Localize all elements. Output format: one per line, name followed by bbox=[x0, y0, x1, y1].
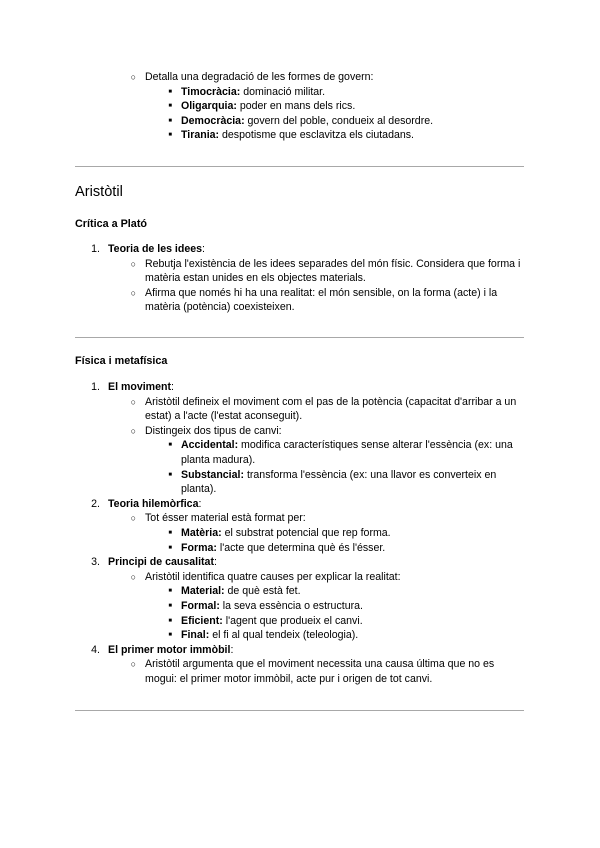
list-item-text: Detalla una degradació de les formes de govern: bbox=[145, 71, 374, 83]
list-item bbox=[0, 286, 525, 315]
list-item bbox=[0, 643, 600, 658]
list-item-text: Distingeix dos tipus de canvi: bbox=[145, 424, 282, 437]
list-item bbox=[0, 85, 526, 100]
hollow-bullet-icon: ○ bbox=[130, 659, 136, 670]
square-bullet-icon: ■ bbox=[168, 103, 172, 110]
desc: de què està fet. bbox=[224, 585, 301, 598]
list-number: 1. bbox=[91, 243, 100, 255]
list-number: 4. bbox=[91, 643, 100, 656]
square-bullet-icon: ■ bbox=[168, 588, 172, 595]
list-item bbox=[0, 468, 526, 497]
list-item-text: Aristòtil argumenta que el moviment necessita una causa última que no es mogui: el primer motor immòbil, acte pur i origen de tot canvi. bbox=[145, 658, 495, 685]
list-item bbox=[0, 511, 525, 526]
hollow-bullet-icon: ○ bbox=[130, 425, 136, 436]
term: Eficient: bbox=[181, 614, 223, 627]
list-item-text: Afirma que només hi ha una realitat: el món sensible, on la forma (acte) i la matèria (potència) coexisteixen. bbox=[145, 286, 498, 314]
subsection-title: Crítica a Plató bbox=[75, 218, 148, 230]
horizontal-divider bbox=[75, 166, 524, 167]
list-item bbox=[0, 555, 600, 570]
list-item-text: Tot ésser material està format per: bbox=[145, 512, 306, 525]
square-bullet-icon: ■ bbox=[168, 442, 172, 449]
list-item bbox=[0, 541, 526, 556]
desc: modifica característiques sense alterar l'essència (ex: una planta madura). bbox=[181, 439, 513, 466]
list-item bbox=[0, 70, 525, 85]
list-item bbox=[0, 424, 525, 439]
desc: dominació militar. bbox=[240, 85, 326, 98]
list-item bbox=[0, 438, 526, 467]
desc: el fi al qual tendeix (teleologia). bbox=[209, 629, 359, 642]
term-suffix: : bbox=[202, 243, 205, 255]
term: El moviment bbox=[108, 381, 171, 393]
list-item bbox=[0, 257, 525, 286]
desc: la seva essència o estructura. bbox=[219, 599, 363, 612]
horizontal-divider bbox=[75, 710, 524, 711]
list-item bbox=[0, 497, 600, 512]
term: Oligarquia: bbox=[181, 100, 237, 113]
list-item-text: Aristòtil defineix el moviment com el pas de la potència (capacitat d'arribar a un estat) a l'acte (l'estat aconseguit). bbox=[145, 395, 517, 423]
term: Timocràcia: bbox=[181, 85, 241, 98]
section-title: Aristòtil bbox=[75, 184, 123, 200]
square-bullet-icon: ■ bbox=[168, 602, 172, 609]
fisica-list bbox=[0, 380, 600, 686]
list-item bbox=[0, 380, 600, 395]
square-bullet-icon: ■ bbox=[168, 529, 172, 536]
term: Final: bbox=[181, 629, 210, 642]
square-bullet-icon: ■ bbox=[168, 117, 172, 124]
square-bullet-icon: ■ bbox=[168, 471, 172, 478]
term: Forma: bbox=[181, 541, 217, 554]
list-item bbox=[0, 114, 526, 129]
list-item bbox=[0, 99, 526, 114]
subsection-title: Física i metafísica bbox=[75, 355, 168, 367]
term-suffix: : bbox=[230, 643, 234, 656]
term: Teoria de les idees bbox=[108, 243, 203, 255]
desc: despotisme que esclavitza els ciutadans. bbox=[219, 129, 414, 142]
hollow-bullet-icon: ○ bbox=[130, 571, 136, 582]
desc: transforma l'essència (ex: una llavor es converteix en planta). bbox=[181, 468, 497, 496]
square-bullet-icon: ■ bbox=[168, 632, 172, 639]
list-number: 3. bbox=[91, 556, 100, 569]
list-item bbox=[0, 584, 526, 599]
term: El primer motor immòbil bbox=[108, 643, 231, 656]
term-suffix: : bbox=[198, 497, 202, 510]
desc: govern del poble, condueix al desordre. bbox=[244, 114, 434, 127]
desc: l'agent que produeix el canvi. bbox=[222, 614, 363, 627]
list-number: 1. bbox=[91, 381, 100, 393]
list-item bbox=[0, 599, 526, 614]
term: Formal: bbox=[181, 599, 220, 612]
list-number: 2. bbox=[91, 497, 100, 510]
horizontal-divider bbox=[75, 337, 524, 338]
desc: poder en mans dels rics. bbox=[236, 100, 356, 113]
desc: l'acte que determina què és l'ésser. bbox=[216, 541, 386, 554]
square-bullet-icon: ■ bbox=[168, 132, 172, 139]
square-bullet-icon: ■ bbox=[168, 617, 172, 624]
desc: el substrat potencial que rep forma. bbox=[221, 526, 391, 539]
term: Tirania: bbox=[181, 129, 220, 142]
list-item bbox=[0, 657, 525, 686]
term: Democràcia: bbox=[181, 114, 245, 127]
term: Substancial: bbox=[181, 468, 244, 481]
list-item bbox=[0, 628, 526, 643]
term-suffix: : bbox=[213, 556, 217, 569]
list-item bbox=[0, 242, 600, 257]
list-item bbox=[0, 526, 526, 541]
list-item-text: Rebutja l'existència de les idees separades del món físic. Considera que forma i matèria estan unides en els objectes materials. bbox=[145, 257, 521, 285]
list-item bbox=[0, 395, 525, 424]
term: Principi de causalitat bbox=[108, 556, 214, 569]
term-suffix: : bbox=[171, 381, 174, 393]
square-bullet-icon: ■ bbox=[168, 88, 172, 95]
hollow-bullet-icon: ○ bbox=[130, 396, 136, 407]
square-bullet-icon: ■ bbox=[168, 544, 172, 551]
term: Accidental: bbox=[181, 439, 239, 452]
hollow-bullet-icon: ○ bbox=[130, 258, 136, 269]
hollow-bullet-icon: ○ bbox=[130, 513, 136, 524]
list-item-text: Aristòtil identifica quatre causes per explicar la realitat: bbox=[145, 570, 401, 583]
hollow-bullet-icon: ○ bbox=[130, 72, 136, 82]
list-item bbox=[0, 128, 526, 143]
government-forms-list bbox=[0, 70, 600, 143]
term: Matèria: bbox=[181, 526, 222, 539]
list-item bbox=[0, 570, 525, 585]
term: Material: bbox=[181, 585, 225, 598]
hollow-bullet-icon: ○ bbox=[130, 287, 136, 298]
critica-list bbox=[0, 242, 600, 315]
term: Teoria hilemòrfica bbox=[108, 497, 199, 510]
list-item bbox=[0, 614, 526, 629]
